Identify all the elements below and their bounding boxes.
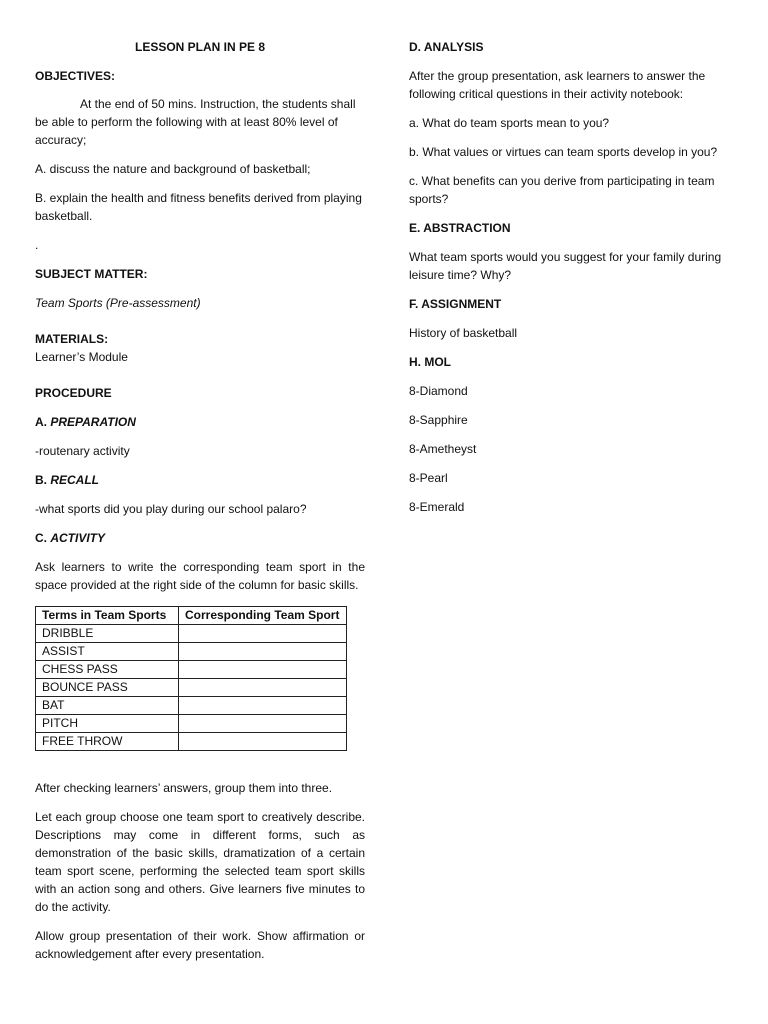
table-cell-answer (179, 697, 347, 715)
after-table-p1: After checking learners’ answers, group them into three. (35, 781, 333, 795)
mol-section: 8-Emerald (409, 500, 465, 514)
subject-matter-text: Team Sports (Pre-assessment) (35, 296, 201, 310)
table-header-row (36, 607, 347, 625)
table-header-sport: Corresponding Team Sport (179, 607, 347, 625)
table-header-terms: Terms in Team Sports (36, 607, 179, 625)
analysis-heading: D. ANALYSIS (409, 40, 484, 54)
table-cell-answer (179, 643, 347, 661)
activity-prefix: C. (35, 531, 51, 545)
table-cell-term: PITCH (36, 715, 179, 733)
objectives-intro: At the end of 50 mins. Instruction, the students shall be able to perform the following with at least 80% level of accuracy; (35, 97, 356, 147)
table-cell-answer (179, 625, 347, 643)
objective-a: A. discuss the nature and background of basketball; (35, 162, 311, 176)
table-row (36, 715, 347, 733)
assignment-text: History of basketball (409, 326, 518, 340)
stray-dot: . (35, 238, 39, 252)
table-row (36, 625, 347, 643)
objective-b: B. explain the health and fitness benefits derived from playing basketball. (35, 191, 362, 223)
team-sports-table (35, 606, 347, 751)
table-row (36, 661, 347, 679)
activity-label: ACTIVITY (50, 531, 106, 545)
page-title: LESSON PLAN IN PE 8 (134, 40, 266, 54)
subject-matter-heading: SUBJECT MATTER: (35, 267, 148, 281)
table-row (36, 679, 347, 697)
table-cell-answer (179, 733, 347, 751)
analysis-intro: After the group presentation, ask learners to answer the following critical questions in their activity notebook: (409, 69, 706, 101)
assignment-heading: F. ASSIGNMENT (409, 297, 502, 311)
after-table-p3: Allow group presentation of their work. Show affirmation or acknowledgement after every presentation. (35, 929, 365, 961)
table-cell-term: BAT (36, 697, 179, 715)
analysis-question-c: c. What benefits can you derive from participating in team sports? (409, 174, 715, 206)
activity-text: Ask learners to write the corresponding team sport in the space provided at the right side of the column for basic skills. (35, 560, 365, 592)
table-cell-answer (179, 679, 347, 697)
right-column (409, 38, 739, 527)
materials-heading: MATERIALS: (35, 332, 109, 346)
left-column (35, 38, 365, 963)
analysis-question-a: a. What do team sports mean to you? (409, 116, 610, 130)
procedure-heading: PROCEDURE (35, 386, 112, 400)
table-row (36, 643, 347, 661)
table-cell-term: CHESS PASS (36, 661, 179, 679)
recall-label: RECALL (50, 473, 100, 487)
table-cell-term: BOUNCE PASS (36, 679, 179, 697)
table-cell-term: FREE THROW (36, 733, 179, 751)
objectives-heading: OBJECTIVES: (35, 69, 116, 83)
mol-section: 8-Pearl (409, 471, 448, 485)
table-row (36, 697, 347, 715)
mol-section: 8-Sapphire (409, 413, 468, 427)
preparation-heading (35, 413, 365, 431)
table-row (36, 733, 347, 751)
activity-heading (35, 529, 365, 547)
table-cell-term: DRIBBLE (36, 625, 179, 643)
recall-text: -what sports did you play during our school palaro? (35, 502, 307, 516)
table-cell-answer (179, 661, 347, 679)
mol-section: 8-Ametheyst (409, 442, 477, 456)
recall-prefix: B. (35, 473, 51, 487)
abstraction-heading: E. ABSTRACTION (409, 221, 511, 235)
preparation-text: -routenary activity (35, 444, 130, 458)
table-cell-term: ASSIST (36, 643, 179, 661)
preparation-prefix: A. (35, 415, 51, 429)
after-table-p2: Let each group choose one team sport to creatively describe. Descriptions may come in different forms, such as demonstration of the basic skills, dramatization of a certain team sport scene, performing the selected team sport skills with an action song and others. Give learners five minutes to do the activity. (35, 810, 365, 914)
mol-section: 8-Diamond (409, 384, 468, 398)
preparation-label: PREPARATION (50, 415, 136, 429)
materials-text: Learner’s Module (35, 350, 128, 364)
recall-heading (35, 471, 365, 489)
abstraction-text: What team sports would you suggest for your family during leisure time? Why? (409, 250, 722, 282)
mol-heading: H. MOL (409, 355, 451, 369)
table-cell-answer (179, 715, 347, 733)
analysis-question-b: b. What values or virtues can team sports develop in you? (409, 145, 718, 159)
